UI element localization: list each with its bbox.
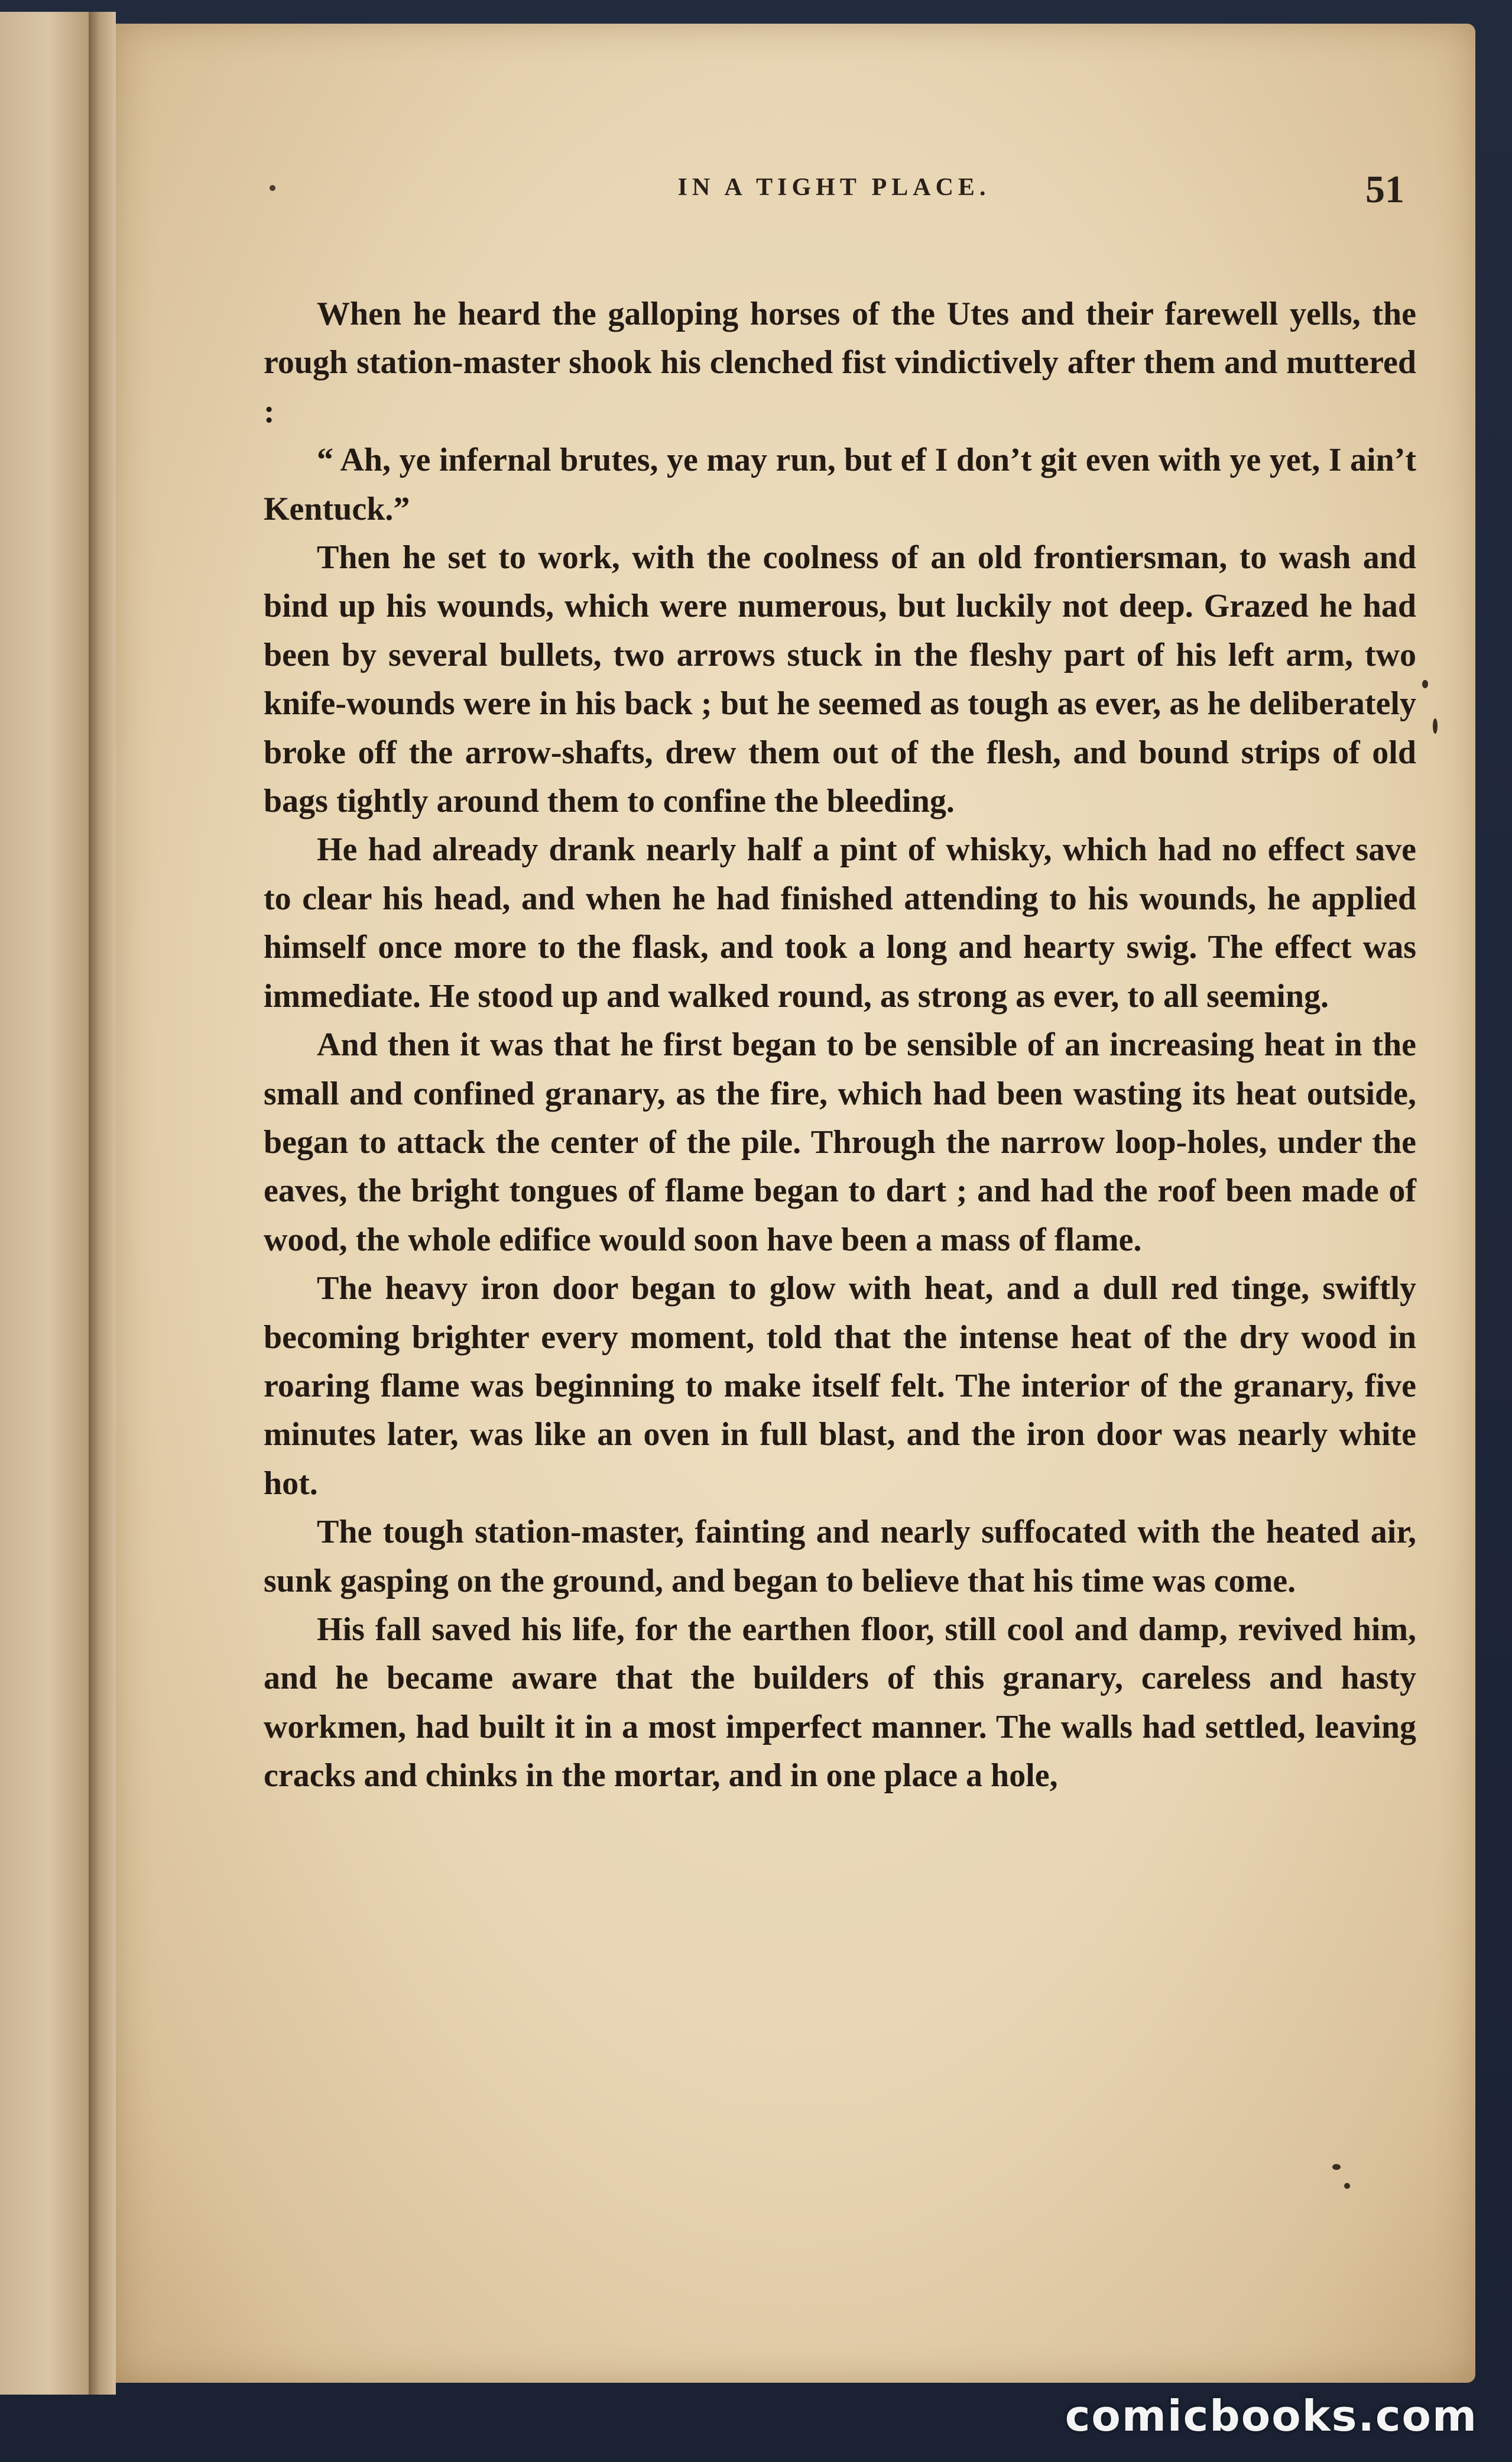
paragraph: His fall saved his life, for the earthen floor, still cool and damp, revived him, and he became aware that the builders of this granary, careless and hasty workmen, had built it in a most imperfect manner. The walls had settled, leaving cracks and chinks in the mortar, and in one place a hole, <box>264 1611 1416 1794</box>
running-head <box>264 167 1404 221</box>
ink-speck <box>1332 2164 1341 2170</box>
paragraph: He had already drank nearly half a pint of whisky, which had no effect save to clear his head, and when he had finished attending to his wounds, he applied himself once more to the flask, and took a long and hearty swig. The effect was immediate. He stood up and walked round, as strong as ever, to all seeming. <box>264 831 1416 1015</box>
paragraph: When he heard the galloping horses of the Utes and their farewell yells, the rough station-master shook his clenched fist vindictively after them and muttered : <box>264 296 1416 430</box>
running-title: IN A TIGHT PLACE. <box>677 174 991 201</box>
body-text <box>264 290 1416 1800</box>
left-page-edge <box>0 12 90 2395</box>
book-page <box>116 24 1475 2383</box>
paragraph: “ Ah, ye infernal brutes, ye may run, but ef I don’t git even with ye yet, I ain’t Kentuck.” <box>264 442 1416 527</box>
ink-speck <box>1422 680 1428 688</box>
ink-speck <box>1433 718 1438 734</box>
watermark: comicbooks.com <box>1065 2391 1478 2441</box>
page-number: 51 <box>1365 168 1404 211</box>
ink-speck <box>1344 2183 1350 2189</box>
paragraph: The heavy iron door began to glow with heat, and a dull red tinge, swiftly becoming brighter every moment, told that the intense heat of the dry wood in roaring flame was beginning to make itself felt. The interior of the granary, five minutes later, was like an oven in full blast, and the iron door was nearly white hot. <box>264 1270 1416 1502</box>
paragraph: The tough station-master, fainting and nearly suffocated with the heated air, sunk gasping on the ground, and began to believe that his time was come. <box>264 1514 1416 1599</box>
paragraph: And then it was that he first began to be sensible of an increasing heat in the small and confined granary, as the fire, which had been wasting its heat outside, began to attack the center of the pile. Through the narrow loop-holes, under the eaves, the bright tongues of flame began to dart ; and had the roof been made of wood, the whole edifice would soon have been a mass of flame. <box>264 1026 1416 1258</box>
book-gutter <box>89 12 116 2395</box>
paragraph: Then he set to work, with the coolness of an old frontiersman, to wash and bind up his wounds, which were numerous, but luckily not deep. Grazed he had been by several bullets, two arrows stuck in the fleshy part of his left arm, two knife-wounds were in his back ; but he seemed as tough as ever, as he deliberately broke off the arrow-shafts, drew them out of the flesh, and bound strips of old bags tightly around them to confine the bleeding. <box>264 539 1416 820</box>
